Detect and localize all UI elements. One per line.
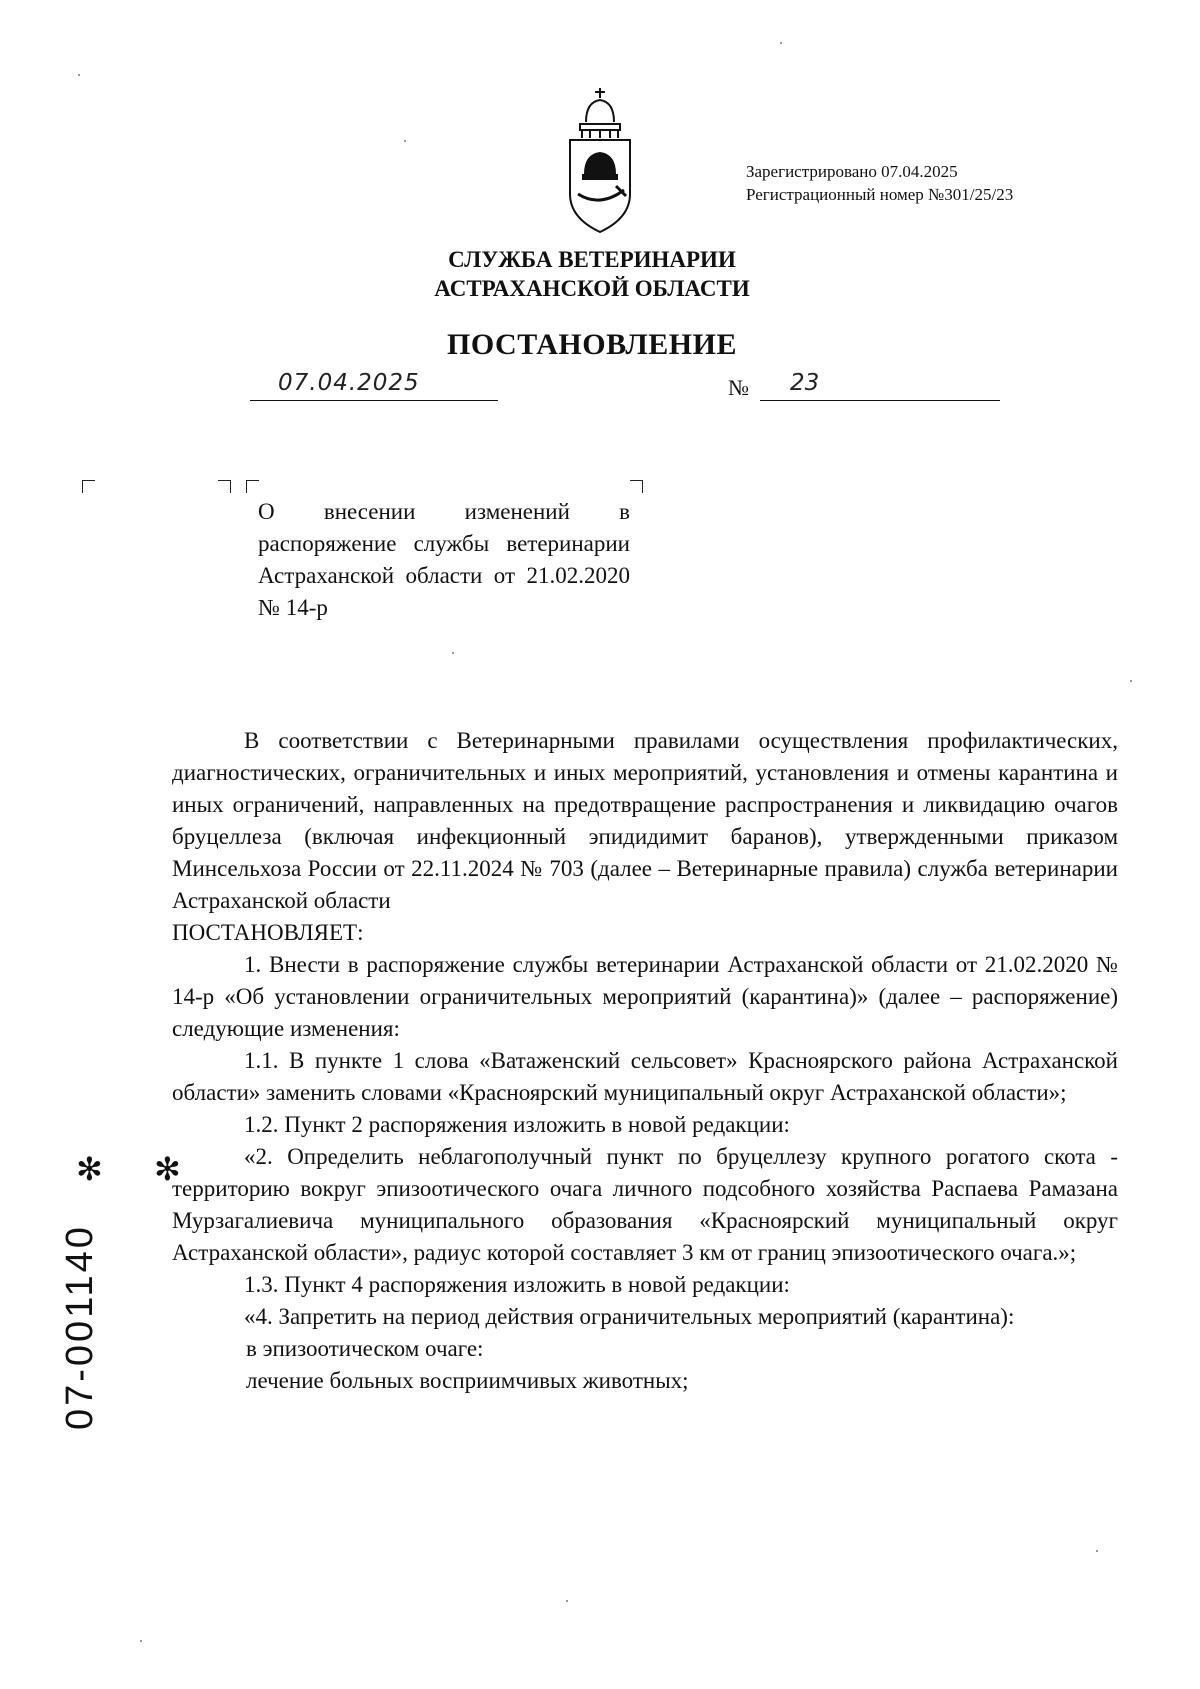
clause-subheading: в эпизоотическом очаге: bbox=[246, 1336, 484, 1361]
scan-speck bbox=[566, 1600, 568, 1602]
clause-item: лечение больных восприимчивых животных; bbox=[246, 1368, 689, 1393]
document-subject: О внесении изменений в распоряжение службы ветеринарии Астраханской области от 21.02.2020 № 14-р bbox=[258, 499, 630, 620]
scan-speck bbox=[140, 1640, 142, 1642]
document-body bbox=[172, 725, 1118, 1397]
clause-1-1: 1.1. В пункте 1 слова «Ватаженский сельсовет» Красноярского района Астраханской области» заменить словами «Красноярский муниципальный округ Астраханской области»; bbox=[172, 1048, 1118, 1105]
margin-registration-number: 07-001140 bbox=[59, 1224, 101, 1430]
document-type-title: ПОСТАНОВЛЕНИЕ bbox=[447, 328, 737, 361]
handwritten-date: 07.04.2025 bbox=[278, 370, 420, 396]
margin-star-icon: ✻ bbox=[76, 1150, 103, 1188]
corner-mark bbox=[630, 480, 643, 493]
registration-number: Регистрационный номер №301/25/23 bbox=[746, 185, 1014, 204]
coat-of-arms-emblem bbox=[560, 82, 640, 242]
clause-1-3-text: «4. Запретить на период действия ограничительных мероприятий (карантина): bbox=[244, 1304, 1015, 1329]
preamble-paragraph: В соответствии с Ветеринарными правилами осуществления профилактических, диагностических, ограничительных и иных мероприятий, установления и отмены карантина и иных ограничений, направленных на предотвращение распространения и ликвидацию очагов бруцеллеза (включая инфекционный эпидидимит баранов), утвержденными приказом Минсельхоза России от 22.11.2024 № 703 (далее – Ветеринарные правила) служба ветеринарии Астраханской области bbox=[172, 728, 1118, 913]
corner-mark bbox=[218, 480, 231, 493]
number-field bbox=[760, 372, 1000, 401]
organization-name-line2: АСТРАХАНСКОЙ ОБЛАСТИ bbox=[434, 276, 750, 301]
decree-word: ПОСТАНОВЛЯЕТ: bbox=[172, 920, 364, 945]
corner-mark bbox=[82, 480, 95, 493]
clause-1: 1. Внести в распоряжение службы ветеринарии Астраханской области от 21.02.2020 № 14-р «Об установлении ограничительных мероприятий (карантина)» (далее – распоряжение) следующие изменения: bbox=[172, 952, 1118, 1041]
organization-name-line1: СЛУЖБА ВЕТЕРИНАРИИ bbox=[448, 247, 736, 272]
handwritten-number: 23 bbox=[790, 370, 820, 396]
date-field bbox=[250, 372, 498, 401]
clause-1-3: 1.3. Пункт 4 распоряжения изложить в новой редакции: bbox=[244, 1272, 790, 1297]
scan-speck bbox=[1130, 680, 1132, 682]
scan-speck bbox=[78, 74, 80, 76]
clause-1-2: 1.2. Пункт 2 распоряжения изложить в новой редакции: bbox=[244, 1112, 790, 1137]
number-label: № bbox=[728, 375, 749, 400]
corner-mark bbox=[246, 480, 259, 493]
scan-speck bbox=[780, 42, 782, 44]
margin-star-icon: ✻ bbox=[154, 1150, 181, 1188]
registration-stamp bbox=[746, 160, 1013, 206]
clause-1-2-text: «2. Определить неблагополучный пункт по бруцеллезу крупного рогатого скота - территорию вокруг эпизоотического очага личного подсобного хозяйства Распаева Рамазана Мурзагалиевича муниципального образования «Красноярский муниципальный округ Астраханской области», радиус которой составляет 3 км от границ эпизоотического очага.»; bbox=[172, 1144, 1118, 1265]
scan-speck bbox=[452, 652, 454, 654]
scan-speck bbox=[404, 140, 406, 142]
scan-speck bbox=[1096, 1550, 1098, 1552]
registration-date: Зарегистрировано 07.04.2025 bbox=[746, 162, 958, 181]
